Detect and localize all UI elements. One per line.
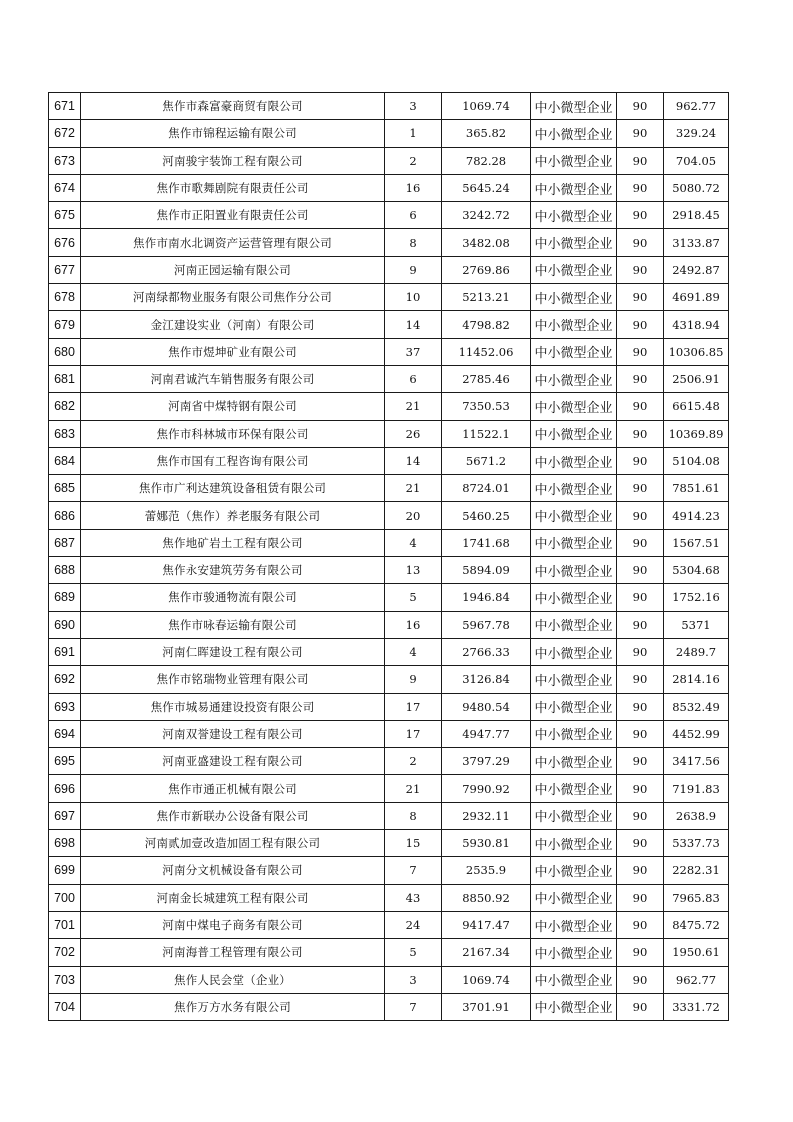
table-row bbox=[49, 775, 729, 802]
rate-cell: 90 bbox=[617, 311, 664, 338]
enterprise-type: 中小微型企业 bbox=[531, 911, 617, 938]
amount-cell: 5645.24 bbox=[442, 174, 531, 201]
table-row bbox=[49, 802, 729, 829]
final-amount-cell: 5304.68 bbox=[664, 557, 729, 584]
enterprise-type: 中小微型企业 bbox=[531, 638, 617, 665]
enterprise-type: 中小微型企业 bbox=[531, 447, 617, 474]
company-name: 河南海普工程管理有限公司 bbox=[81, 939, 385, 966]
rate-cell: 90 bbox=[617, 802, 664, 829]
count-cell: 3 bbox=[385, 966, 442, 993]
rate-cell: 90 bbox=[617, 638, 664, 665]
rate-cell: 90 bbox=[617, 365, 664, 392]
rate-cell: 90 bbox=[617, 502, 664, 529]
count-cell: 13 bbox=[385, 557, 442, 584]
count-cell: 21 bbox=[385, 775, 442, 802]
row-number: 693 bbox=[49, 693, 81, 720]
rate-cell: 90 bbox=[617, 93, 664, 120]
amount-cell: 2766.33 bbox=[442, 638, 531, 665]
count-cell: 17 bbox=[385, 720, 442, 747]
count-cell: 20 bbox=[385, 502, 442, 529]
company-name: 焦作市科林城市环保有限公司 bbox=[81, 420, 385, 447]
company-name: 焦作市锦程运输有限公司 bbox=[81, 120, 385, 147]
table-row bbox=[49, 202, 729, 229]
row-number: 701 bbox=[49, 911, 81, 938]
table-row bbox=[49, 720, 729, 747]
final-amount-cell: 8475.72 bbox=[664, 911, 729, 938]
enterprise-type: 中小微型企业 bbox=[531, 174, 617, 201]
amount-cell: 2167.34 bbox=[442, 939, 531, 966]
table-row bbox=[49, 939, 729, 966]
row-number: 686 bbox=[49, 502, 81, 529]
final-amount-cell: 962.77 bbox=[664, 966, 729, 993]
amount-cell: 4947.77 bbox=[442, 720, 531, 747]
final-amount-cell: 5104.08 bbox=[664, 447, 729, 474]
final-amount-cell: 1567.51 bbox=[664, 529, 729, 556]
count-cell: 16 bbox=[385, 611, 442, 638]
rate-cell: 90 bbox=[617, 939, 664, 966]
enterprise-type: 中小微型企业 bbox=[531, 393, 617, 420]
count-cell: 3 bbox=[385, 93, 442, 120]
row-number: 691 bbox=[49, 638, 81, 665]
table-row bbox=[49, 93, 729, 120]
count-cell: 14 bbox=[385, 447, 442, 474]
table-row bbox=[49, 966, 729, 993]
company-name: 金江建设实业（河南）有限公司 bbox=[81, 311, 385, 338]
final-amount-cell: 2506.91 bbox=[664, 365, 729, 392]
company-name: 焦作市广利达建筑设备租赁有限公司 bbox=[81, 475, 385, 502]
enterprise-type: 中小微型企业 bbox=[531, 857, 617, 884]
row-number: 677 bbox=[49, 256, 81, 283]
rate-cell: 90 bbox=[617, 611, 664, 638]
count-cell: 7 bbox=[385, 993, 442, 1020]
table-row bbox=[49, 338, 729, 365]
rate-cell: 90 bbox=[617, 884, 664, 911]
amount-cell: 5967.78 bbox=[442, 611, 531, 638]
amount-cell: 5460.25 bbox=[442, 502, 531, 529]
table-body bbox=[49, 93, 729, 1021]
count-cell: 6 bbox=[385, 365, 442, 392]
count-cell: 8 bbox=[385, 229, 442, 256]
table-row bbox=[49, 420, 729, 447]
company-name: 焦作万方水务有限公司 bbox=[81, 993, 385, 1020]
rate-cell: 90 bbox=[617, 911, 664, 938]
count-cell: 24 bbox=[385, 911, 442, 938]
enterprise-type: 中小微型企业 bbox=[531, 584, 617, 611]
final-amount-cell: 3133.87 bbox=[664, 229, 729, 256]
rate-cell: 90 bbox=[617, 748, 664, 775]
final-amount-cell: 329.24 bbox=[664, 120, 729, 147]
rate-cell: 90 bbox=[617, 857, 664, 884]
rate-cell: 90 bbox=[617, 584, 664, 611]
count-cell: 37 bbox=[385, 338, 442, 365]
company-name: 焦作市新联办公设备有限公司 bbox=[81, 802, 385, 829]
amount-cell: 1069.74 bbox=[442, 966, 531, 993]
table-row bbox=[49, 584, 729, 611]
company-name: 河南君诚汽车销售服务有限公司 bbox=[81, 365, 385, 392]
rate-cell: 90 bbox=[617, 393, 664, 420]
table-row bbox=[49, 365, 729, 392]
count-cell: 21 bbox=[385, 475, 442, 502]
company-name: 焦作市森富豪商贸有限公司 bbox=[81, 93, 385, 120]
table-row bbox=[49, 256, 729, 283]
company-name: 河南省中煤特钢有限公司 bbox=[81, 393, 385, 420]
enterprise-type: 中小微型企业 bbox=[531, 93, 617, 120]
company-name: 河南亚盛建设工程有限公司 bbox=[81, 748, 385, 775]
count-cell: 43 bbox=[385, 884, 442, 911]
final-amount-cell: 4914.23 bbox=[664, 502, 729, 529]
rate-cell: 90 bbox=[617, 147, 664, 174]
count-cell: 6 bbox=[385, 202, 442, 229]
table-row bbox=[49, 993, 729, 1020]
rate-cell: 90 bbox=[617, 966, 664, 993]
final-amount-cell: 4318.94 bbox=[664, 311, 729, 338]
count-cell: 4 bbox=[385, 638, 442, 665]
enterprise-type: 中小微型企业 bbox=[531, 557, 617, 584]
enterprise-type: 中小微型企业 bbox=[531, 420, 617, 447]
company-name: 焦作市铭瑞物业管理有限公司 bbox=[81, 666, 385, 693]
final-amount-cell: 10369.89 bbox=[664, 420, 729, 447]
enterprise-type: 中小微型企业 bbox=[531, 256, 617, 283]
amount-cell: 1741.68 bbox=[442, 529, 531, 556]
amount-cell: 8724.01 bbox=[442, 475, 531, 502]
row-number: 685 bbox=[49, 475, 81, 502]
company-name: 河南绿都物业服务有限公司焦作分公司 bbox=[81, 284, 385, 311]
final-amount-cell: 4452.99 bbox=[664, 720, 729, 747]
company-name: 河南分文机械设备有限公司 bbox=[81, 857, 385, 884]
enterprise-type: 中小微型企业 bbox=[531, 748, 617, 775]
count-cell: 8 bbox=[385, 802, 442, 829]
table-row bbox=[49, 884, 729, 911]
row-number: 683 bbox=[49, 420, 81, 447]
company-name: 焦作市正阳置业有限责任公司 bbox=[81, 202, 385, 229]
company-name: 河南贰加壹改造加固工程有限公司 bbox=[81, 830, 385, 857]
company-name: 河南金长城建筑工程有限公司 bbox=[81, 884, 385, 911]
amount-cell: 3482.08 bbox=[442, 229, 531, 256]
final-amount-cell: 2918.45 bbox=[664, 202, 729, 229]
enterprise-type: 中小微型企业 bbox=[531, 202, 617, 229]
rate-cell: 90 bbox=[617, 284, 664, 311]
amount-cell: 365.82 bbox=[442, 120, 531, 147]
row-number: 680 bbox=[49, 338, 81, 365]
count-cell: 1 bbox=[385, 120, 442, 147]
enterprise-type: 中小微型企业 bbox=[531, 830, 617, 857]
rate-cell: 90 bbox=[617, 666, 664, 693]
amount-cell: 9417.47 bbox=[442, 911, 531, 938]
final-amount-cell: 5337.73 bbox=[664, 830, 729, 857]
rate-cell: 90 bbox=[617, 338, 664, 365]
row-number: 696 bbox=[49, 775, 81, 802]
enterprise-type: 中小微型企业 bbox=[531, 884, 617, 911]
final-amount-cell: 5371 bbox=[664, 611, 729, 638]
row-number: 700 bbox=[49, 884, 81, 911]
rate-cell: 90 bbox=[617, 420, 664, 447]
count-cell: 5 bbox=[385, 584, 442, 611]
final-amount-cell: 1950.61 bbox=[664, 939, 729, 966]
rate-cell: 90 bbox=[617, 993, 664, 1020]
count-cell: 14 bbox=[385, 311, 442, 338]
count-cell: 2 bbox=[385, 147, 442, 174]
enterprise-type: 中小微型企业 bbox=[531, 993, 617, 1020]
enterprise-type: 中小微型企业 bbox=[531, 365, 617, 392]
enterprise-type: 中小微型企业 bbox=[531, 529, 617, 556]
enterprise-type: 中小微型企业 bbox=[531, 802, 617, 829]
amount-cell: 2769.86 bbox=[442, 256, 531, 283]
company-name: 河南仁晖建设工程有限公司 bbox=[81, 638, 385, 665]
count-cell: 16 bbox=[385, 174, 442, 201]
amount-cell: 3126.84 bbox=[442, 666, 531, 693]
amount-cell: 3797.29 bbox=[442, 748, 531, 775]
final-amount-cell: 3331.72 bbox=[664, 993, 729, 1020]
final-amount-cell: 7965.83 bbox=[664, 884, 729, 911]
enterprise-type: 中小微型企业 bbox=[531, 229, 617, 256]
company-name: 河南中煤电子商务有限公司 bbox=[81, 911, 385, 938]
enterprise-type: 中小微型企业 bbox=[531, 775, 617, 802]
table-row bbox=[49, 393, 729, 420]
rate-cell: 90 bbox=[617, 174, 664, 201]
count-cell: 7 bbox=[385, 857, 442, 884]
table-row bbox=[49, 284, 729, 311]
amount-cell: 11452.06 bbox=[442, 338, 531, 365]
count-cell: 10 bbox=[385, 284, 442, 311]
enterprise-type: 中小微型企业 bbox=[531, 720, 617, 747]
row-number: 681 bbox=[49, 365, 81, 392]
row-number: 694 bbox=[49, 720, 81, 747]
amount-cell: 7350.53 bbox=[442, 393, 531, 420]
table-row bbox=[49, 557, 729, 584]
company-name: 河南骏宇装饰工程有限公司 bbox=[81, 147, 385, 174]
rate-cell: 90 bbox=[617, 120, 664, 147]
enterprise-type: 中小微型企业 bbox=[531, 966, 617, 993]
amount-cell: 3242.72 bbox=[442, 202, 531, 229]
company-name: 焦作市煜坤矿业有限公司 bbox=[81, 338, 385, 365]
company-name: 蕾娜范（焦作）养老服务有限公司 bbox=[81, 502, 385, 529]
row-number: 671 bbox=[49, 93, 81, 120]
rate-cell: 90 bbox=[617, 693, 664, 720]
row-number: 703 bbox=[49, 966, 81, 993]
final-amount-cell: 1752.16 bbox=[664, 584, 729, 611]
count-cell: 5 bbox=[385, 939, 442, 966]
enterprise-type: 中小微型企业 bbox=[531, 939, 617, 966]
enterprise-type: 中小微型企业 bbox=[531, 502, 617, 529]
row-number: 698 bbox=[49, 830, 81, 857]
company-name: 焦作市国有工程咨询有限公司 bbox=[81, 447, 385, 474]
count-cell: 15 bbox=[385, 830, 442, 857]
row-number: 687 bbox=[49, 529, 81, 556]
amount-cell: 5930.81 bbox=[442, 830, 531, 857]
company-name: 河南正园运输有限公司 bbox=[81, 256, 385, 283]
row-number: 702 bbox=[49, 939, 81, 966]
table-row bbox=[49, 229, 729, 256]
final-amount-cell: 2282.31 bbox=[664, 857, 729, 884]
company-name: 焦作市通正机械有限公司 bbox=[81, 775, 385, 802]
amount-cell: 2785.46 bbox=[442, 365, 531, 392]
rate-cell: 90 bbox=[617, 529, 664, 556]
amount-cell: 2535.9 bbox=[442, 857, 531, 884]
table-row bbox=[49, 311, 729, 338]
amount-cell: 8850.92 bbox=[442, 884, 531, 911]
enterprise-type: 中小微型企业 bbox=[531, 693, 617, 720]
row-number: 672 bbox=[49, 120, 81, 147]
table-row bbox=[49, 666, 729, 693]
count-cell: 26 bbox=[385, 420, 442, 447]
table-row bbox=[49, 120, 729, 147]
final-amount-cell: 2492.87 bbox=[664, 256, 729, 283]
enterprise-type: 中小微型企业 bbox=[531, 611, 617, 638]
rate-cell: 90 bbox=[617, 229, 664, 256]
row-number: 688 bbox=[49, 557, 81, 584]
company-name: 焦作市南水北调资产运营管理有限公司 bbox=[81, 229, 385, 256]
rate-cell: 90 bbox=[617, 557, 664, 584]
amount-cell: 2932.11 bbox=[442, 802, 531, 829]
count-cell: 9 bbox=[385, 256, 442, 283]
amount-cell: 11522.1 bbox=[442, 420, 531, 447]
table-row bbox=[49, 748, 729, 775]
amount-cell: 1069.74 bbox=[442, 93, 531, 120]
table-row bbox=[49, 147, 729, 174]
row-number: 699 bbox=[49, 857, 81, 884]
company-name: 焦作人民会堂（企业） bbox=[81, 966, 385, 993]
row-number: 684 bbox=[49, 447, 81, 474]
table-row bbox=[49, 611, 729, 638]
company-name: 焦作市咏春运输有限公司 bbox=[81, 611, 385, 638]
rate-cell: 90 bbox=[617, 447, 664, 474]
final-amount-cell: 2638.9 bbox=[664, 802, 729, 829]
final-amount-cell: 4691.89 bbox=[664, 284, 729, 311]
row-number: 704 bbox=[49, 993, 81, 1020]
row-number: 690 bbox=[49, 611, 81, 638]
table-row bbox=[49, 502, 729, 529]
amount-cell: 5894.09 bbox=[442, 557, 531, 584]
amount-cell: 7990.92 bbox=[442, 775, 531, 802]
row-number: 692 bbox=[49, 666, 81, 693]
company-name: 焦作地矿岩土工程有限公司 bbox=[81, 529, 385, 556]
company-table bbox=[48, 92, 729, 1021]
rate-cell: 90 bbox=[617, 775, 664, 802]
table-row bbox=[49, 638, 729, 665]
table-row bbox=[49, 693, 729, 720]
enterprise-type: 中小微型企业 bbox=[531, 666, 617, 693]
enterprise-type: 中小微型企业 bbox=[531, 120, 617, 147]
amount-cell: 1946.84 bbox=[442, 584, 531, 611]
table-row bbox=[49, 830, 729, 857]
table-row bbox=[49, 857, 729, 884]
final-amount-cell: 5080.72 bbox=[664, 174, 729, 201]
enterprise-type: 中小微型企业 bbox=[531, 311, 617, 338]
enterprise-type: 中小微型企业 bbox=[531, 284, 617, 311]
row-number: 674 bbox=[49, 174, 81, 201]
rate-cell: 90 bbox=[617, 256, 664, 283]
table-row bbox=[49, 447, 729, 474]
company-name: 河南双誉建设工程有限公司 bbox=[81, 720, 385, 747]
table-row bbox=[49, 475, 729, 502]
count-cell: 21 bbox=[385, 393, 442, 420]
count-cell: 4 bbox=[385, 529, 442, 556]
final-amount-cell: 7191.83 bbox=[664, 775, 729, 802]
table-row bbox=[49, 911, 729, 938]
row-number: 697 bbox=[49, 802, 81, 829]
amount-cell: 782.28 bbox=[442, 147, 531, 174]
final-amount-cell: 2489.7 bbox=[664, 638, 729, 665]
company-name: 焦作市城易通建设投资有限公司 bbox=[81, 693, 385, 720]
amount-cell: 5671.2 bbox=[442, 447, 531, 474]
final-amount-cell: 2814.16 bbox=[664, 666, 729, 693]
enterprise-type: 中小微型企业 bbox=[531, 338, 617, 365]
final-amount-cell: 6615.48 bbox=[664, 393, 729, 420]
row-number: 673 bbox=[49, 147, 81, 174]
enterprise-type: 中小微型企业 bbox=[531, 147, 617, 174]
row-number: 675 bbox=[49, 202, 81, 229]
enterprise-type: 中小微型企业 bbox=[531, 475, 617, 502]
row-number: 689 bbox=[49, 584, 81, 611]
rate-cell: 90 bbox=[617, 202, 664, 229]
company-name: 焦作永安建筑劳务有限公司 bbox=[81, 557, 385, 584]
row-number: 678 bbox=[49, 284, 81, 311]
amount-cell: 3701.91 bbox=[442, 993, 531, 1020]
count-cell: 9 bbox=[385, 666, 442, 693]
final-amount-cell: 3417.56 bbox=[664, 748, 729, 775]
amount-cell: 4798.82 bbox=[442, 311, 531, 338]
final-amount-cell: 962.77 bbox=[664, 93, 729, 120]
rate-cell: 90 bbox=[617, 830, 664, 857]
final-amount-cell: 8532.49 bbox=[664, 693, 729, 720]
table-row bbox=[49, 529, 729, 556]
count-cell: 2 bbox=[385, 748, 442, 775]
table-row bbox=[49, 174, 729, 201]
amount-cell: 5213.21 bbox=[442, 284, 531, 311]
company-name: 焦作市骏通物流有限公司 bbox=[81, 584, 385, 611]
row-number: 679 bbox=[49, 311, 81, 338]
row-number: 695 bbox=[49, 748, 81, 775]
final-amount-cell: 704.05 bbox=[664, 147, 729, 174]
final-amount-cell: 7851.61 bbox=[664, 475, 729, 502]
rate-cell: 90 bbox=[617, 720, 664, 747]
amount-cell: 9480.54 bbox=[442, 693, 531, 720]
final-amount-cell: 10306.85 bbox=[664, 338, 729, 365]
count-cell: 17 bbox=[385, 693, 442, 720]
row-number: 682 bbox=[49, 393, 81, 420]
row-number: 676 bbox=[49, 229, 81, 256]
rate-cell: 90 bbox=[617, 475, 664, 502]
company-name: 焦作市歌舞剧院有限责任公司 bbox=[81, 174, 385, 201]
